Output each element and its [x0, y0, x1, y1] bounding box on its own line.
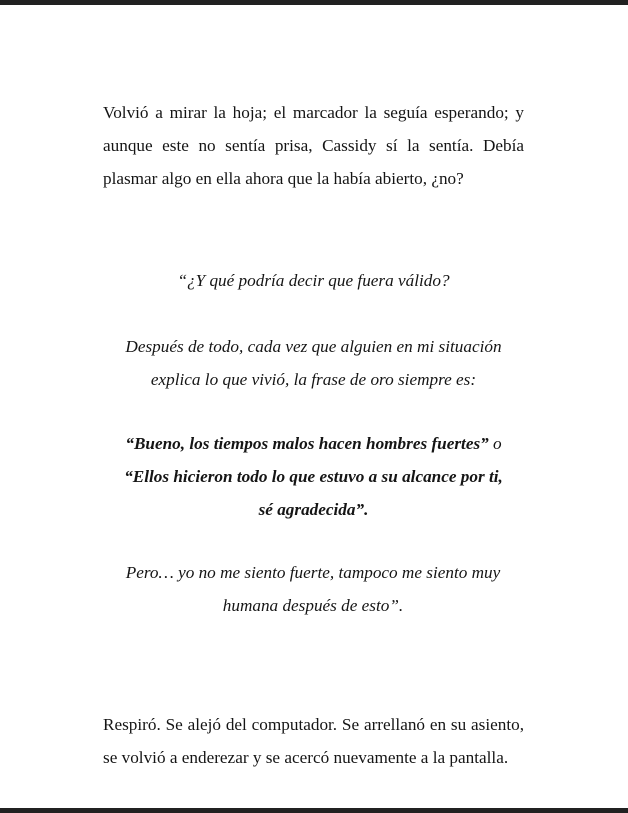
- page-text-content: [103, 96, 524, 774]
- quote-bold-line-2: “Ellos hicieron todo lo que estuvo a su alcance por ti,: [124, 467, 503, 486]
- spacer-after-quote-2: [103, 396, 524, 427]
- quote-block-golden-phrase: [103, 330, 524, 396]
- quote-block-golden-phrase-line-2: explica lo que vivió, la frase de oro siempre es:: [150, 370, 477, 389]
- paragraph-closing-narrative: Respiró. Se alejó del computador. Se arrellanó en su asiento, se volvió a enderezar y se acercó nuevamente a la pantalla.: [103, 715, 524, 767]
- quote-bold-line-1: “Bueno, los tiempos malos hacen hombres fuertes”: [125, 434, 489, 453]
- quote-bold-line-1-conjunction: o: [488, 434, 502, 453]
- quote-bold-line-1-wrapper: [103, 427, 524, 460]
- paragraph-opening-narrative: Volvió a mirar la hoja; el marcador la seguía esperando; y aunque este no sentía prisa, Cassidy sí la sentía. Debía plasmar algo en ella ahora que la había abierto, ¿no?: [103, 103, 524, 188]
- spacer-after-bold-quote: [103, 526, 524, 556]
- page-bottom-border-bar: [0, 808, 628, 813]
- spacer-after-quote-1: [103, 297, 524, 330]
- page-top-border-bar: [0, 0, 628, 5]
- quote-block-bold-sayings: [103, 427, 524, 526]
- quote-closing-line-2: humana después de esto”.: [222, 596, 404, 615]
- spacer-before-paragraph-2: [103, 622, 524, 708]
- quote-bold-line-3: sé agradecida”.: [258, 500, 369, 519]
- quote-closing-line-1: Pero… yo no me siento fuerte, tampoco me siento muy: [125, 563, 501, 582]
- quote-block-closing-reflection: [113, 556, 513, 622]
- quote-block-golden-phrase-line-1: Después de todo, cada vez que alguien en mi situación: [125, 337, 502, 356]
- spacer-after-paragraph-1: [103, 195, 524, 264]
- quote-line-validity-question: “¿Y qué podría decir que fuera válido?: [177, 271, 450, 290]
